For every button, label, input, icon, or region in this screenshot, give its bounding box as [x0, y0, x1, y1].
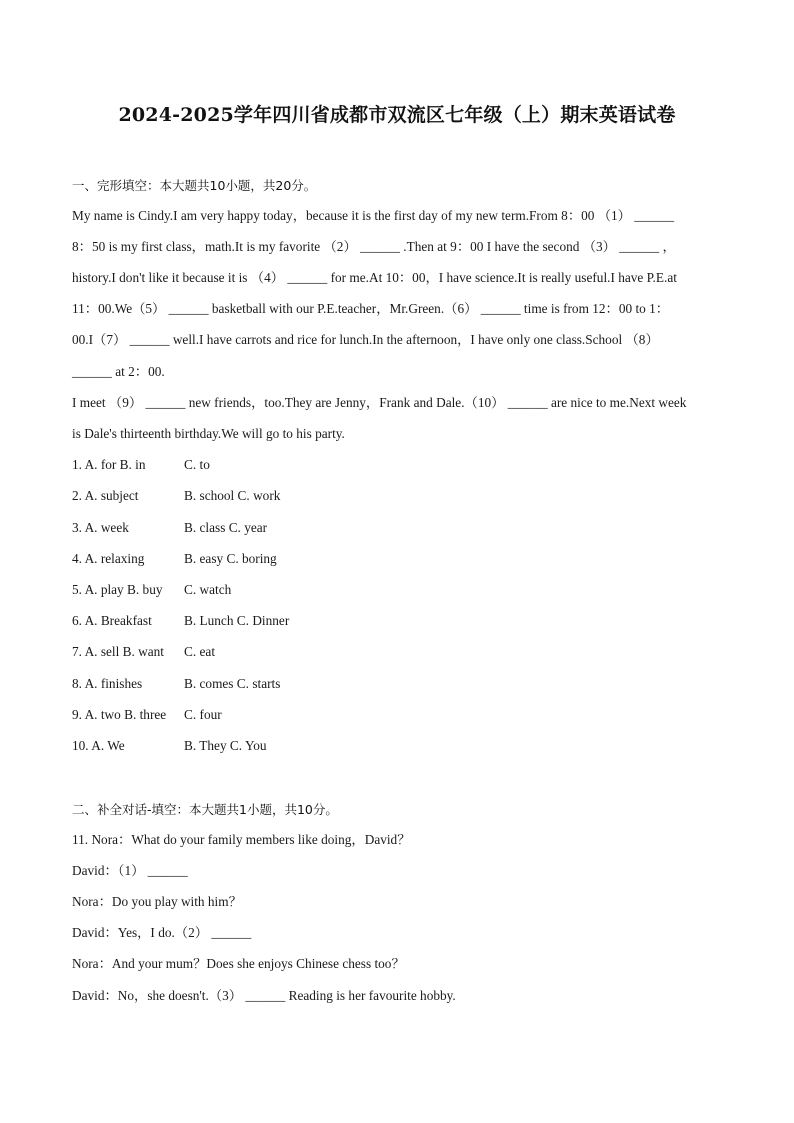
dialogue-line: Nora：And your mum？Does she enjoys Chinese chess too？ [72, 956, 405, 971]
option-b: C. eat [184, 644, 216, 659]
dialogue-line: Nora：Do you play with him？ [72, 894, 242, 909]
option-a: 7. A. sell B. want [72, 644, 164, 659]
option-b: B. school C. work [184, 488, 281, 503]
option-a: 9. A. two B. three [72, 707, 167, 722]
option-a: 2. A. subject [72, 488, 139, 503]
option-a: 6. A. Breakfast [72, 613, 152, 628]
option-a: 5. A. play B. buy [72, 582, 163, 597]
option-a: 1. A. for B. in [72, 457, 146, 472]
option-b: B. They C. You [184, 738, 267, 753]
passage-line: My name is Cindy.I am very happy today，because it is the first day of my new term.From 8：00 （1） ______ [72, 208, 675, 223]
passage-line: 11：00.We（5） ______ basketball with our P.E.teacher，Mr.Green.（6） ______ time is from 12：00 to 1： [72, 301, 670, 316]
option-b: C. watch [184, 582, 232, 597]
section2-heading: 二、补全对话-填空：本大题共1小题，共10分。 [72, 802, 338, 817]
exam-title: 2024-2025学年四川省成都市双流区七年级（上）期末英语试卷 [118, 104, 676, 126]
dialogue-line: David：No，she doesn't.（3） ______ Reading is her favourite hobby. [72, 988, 456, 1003]
option-a: 3. A. week [72, 520, 129, 535]
passage-line: I meet （9） ______ new friends，too.They are Jenny，Frank and Dale.（10） ______ are nice to me.Next week [72, 395, 687, 410]
option-b: B. Lunch C. Dinner [184, 613, 290, 628]
passage-line: is Dale's thirteenth birthday.We will go to his party. [72, 426, 345, 441]
dialogue-line: David：（1） ______ [72, 863, 188, 878]
passage-line: ______ at 2：00. [72, 364, 165, 379]
passage-line: 00.I（7） ______ well.I have carrots and rice for lunch.In the afternoon，I have only one class.School （8） [72, 332, 659, 347]
option-b: B. class C. year [184, 520, 268, 535]
option-b: C. to [184, 457, 210, 472]
option-b: C. four [184, 707, 222, 722]
option-b: B. comes C. starts [184, 676, 281, 691]
passage-line: 8：50 is my first class，math.It is my favorite （2） ______ .Then at 9：00 I have the second （3） ______ ， [72, 239, 676, 254]
option-a: 10. A. We [72, 738, 125, 753]
dialogue-line: 11. Nora：What do your family members like doing，David？ [72, 832, 411, 847]
option-b: B. easy C. boring [184, 551, 277, 566]
passage-line: history.I don't like it because it is （4） ______ for me.At 10：00，I have science.It is really useful.I have P.E.at [72, 270, 677, 285]
dialogue-line: David：Yes，I do.（2） ______ [72, 925, 252, 940]
section1-heading: 一、完形填空：本大题共10小题，共20分。 [72, 178, 317, 193]
option-a: 4. A. relaxing [72, 551, 145, 566]
option-a: 8. A. finishes [72, 676, 143, 691]
